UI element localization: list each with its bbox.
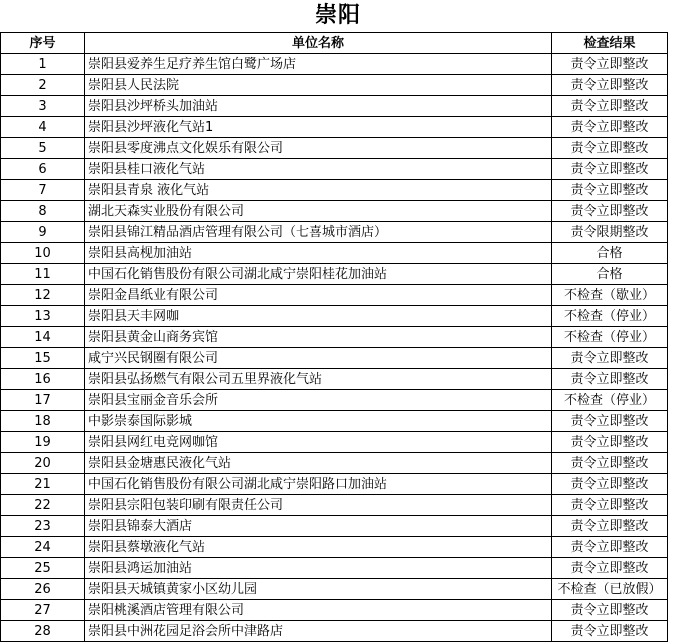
cell-unit-name[interactable]: 崇阳县人民法院 [85, 75, 552, 96]
cell-result[interactable]: 责令限期整改 [552, 222, 668, 243]
cell-result[interactable]: 责令立即整改 [552, 516, 668, 537]
cell-unit-name[interactable]: 崇阳县天城镇黄家小区幼儿园 [85, 579, 552, 600]
cell-index[interactable]: 16 [1, 369, 85, 390]
cell-unit-name[interactable]: 崇阳县零度沸点文化娱乐有限公司 [85, 138, 552, 159]
table-row [1, 180, 668, 201]
table-row [1, 327, 668, 348]
cell-result[interactable]: 责令立即整改 [552, 117, 668, 138]
cell-index[interactable]: 19 [1, 432, 85, 453]
cell-index[interactable]: 20 [1, 453, 85, 474]
header-index[interactable]: 序号 [1, 33, 85, 54]
cell-index[interactable]: 5 [1, 138, 85, 159]
table-row [1, 369, 668, 390]
cell-result[interactable]: 责令立即整改 [552, 369, 668, 390]
cell-unit-name[interactable]: 崇阳县弘扬燃气有限公司五里界液化气站 [85, 369, 552, 390]
cell-unit-name[interactable]: 崇阳县宗阳包装印刷有限责任公司 [85, 495, 552, 516]
table-row [1, 579, 668, 600]
table-row [1, 159, 668, 180]
table-row [1, 537, 668, 558]
cell-index[interactable]: 21 [1, 474, 85, 495]
cell-unit-name[interactable]: 崇阳县青泉 液化气站 [85, 180, 552, 201]
cell-index[interactable]: 27 [1, 600, 85, 621]
cell-index[interactable]: 25 [1, 558, 85, 579]
cell-index[interactable]: 23 [1, 516, 85, 537]
table-row [1, 285, 668, 306]
table-row [1, 222, 668, 243]
sheet-title: 崇阳 [314, 3, 361, 28]
cell-unit-name[interactable]: 崇阳县高枧加油站 [85, 243, 552, 264]
cell-result[interactable]: 不检查（已放假） [552, 579, 668, 600]
cell-unit-name[interactable]: 中国石化销售股份有限公司湖北咸宁崇阳路口加油站 [85, 474, 552, 495]
cell-unit-name[interactable]: 崇阳县蔡墩液化气站 [85, 537, 552, 558]
cell-result[interactable]: 不检查（停业） [552, 327, 668, 348]
cell-unit-name[interactable]: 崇阳县锦泰大酒店 [85, 516, 552, 537]
cell-unit-name[interactable]: 崇阳县沙坪液化气站1 [85, 117, 552, 138]
cell-unit-name[interactable]: 崇阳县网红电竞网咖馆 [85, 432, 552, 453]
cell-index[interactable]: 14 [1, 327, 85, 348]
cell-result[interactable]: 责令立即整改 [552, 159, 668, 180]
cell-index[interactable]: 8 [1, 201, 85, 222]
cell-result[interactable]: 责令立即整改 [552, 537, 668, 558]
table-row [1, 432, 668, 453]
cell-unit-name[interactable]: 崇阳县鸿运加油站 [85, 558, 552, 579]
cell-index[interactable]: 15 [1, 348, 85, 369]
cell-unit-name[interactable]: 中国石化销售股份有限公司湖北咸宁崇阳桂花加油站 [85, 264, 552, 285]
cell-result[interactable]: 不检查（歇业） [552, 285, 668, 306]
cell-unit-name[interactable]: 崇阳桃溪酒店管理有限公司 [85, 600, 552, 621]
cell-unit-name[interactable]: 崇阳县宝丽金音乐会所 [85, 390, 552, 411]
cell-index[interactable]: 11 [1, 264, 85, 285]
table-row [1, 117, 668, 138]
table-row [1, 453, 668, 474]
header-name[interactable]: 单位名称 [85, 33, 552, 54]
table-row [1, 621, 668, 642]
table-row [1, 558, 668, 579]
cell-index[interactable]: 10 [1, 243, 85, 264]
cell-unit-name[interactable]: 中影崇泰国际影城 [85, 411, 552, 432]
cell-result[interactable]: 责令立即整改 [552, 138, 668, 159]
cell-result[interactable]: 不检查（停业） [552, 306, 668, 327]
cell-result[interactable]: 责令立即整改 [552, 180, 668, 201]
cell-index[interactable]: 13 [1, 306, 85, 327]
table-row [1, 75, 668, 96]
table-row [1, 600, 668, 621]
cell-result[interactable]: 合格 [552, 264, 668, 285]
cell-index[interactable]: 4 [1, 117, 85, 138]
table-row [1, 54, 668, 75]
cell-index[interactable]: 26 [1, 579, 85, 600]
table-row [1, 411, 668, 432]
table-row [1, 264, 668, 285]
cell-result[interactable]: 责令立即整改 [552, 201, 668, 222]
table-row [1, 495, 668, 516]
header-result[interactable]: 检查结果 [552, 33, 668, 54]
cell-index[interactable]: 7 [1, 180, 85, 201]
cell-result[interactable]: 责令立即整改 [552, 54, 668, 75]
cell-result[interactable]: 责令立即整改 [552, 453, 668, 474]
cell-unit-name[interactable]: 崇阳金昌纸业有限公司 [85, 285, 552, 306]
cell-result[interactable]: 责令立即整改 [552, 75, 668, 96]
cell-index[interactable]: 17 [1, 390, 85, 411]
cell-unit-name[interactable]: 崇阳县天丰网咖 [85, 306, 552, 327]
table-row [1, 138, 668, 159]
cell-index[interactable]: 24 [1, 537, 85, 558]
cell-index[interactable]: 18 [1, 411, 85, 432]
cell-unit-name[interactable]: 崇阳县桂口液化气站 [85, 159, 552, 180]
table-row [1, 96, 668, 117]
cell-result[interactable]: 不检查（停业） [552, 390, 668, 411]
cell-result[interactable]: 责令立即整改 [552, 621, 668, 642]
cell-result[interactable]: 责令立即整改 [552, 96, 668, 117]
table-row [1, 243, 668, 264]
cell-unit-name[interactable]: 咸宁兴民钢圈有限公司 [85, 348, 552, 369]
cell-unit-name[interactable]: 崇阳县中洲花园足浴会所中津路店 [85, 621, 552, 642]
cell-result[interactable]: 合格 [552, 243, 668, 264]
table-row [1, 348, 668, 369]
cell-index[interactable]: 9 [1, 222, 85, 243]
inspection-table [0, 32, 668, 642]
cell-result[interactable]: 责令立即整改 [552, 558, 668, 579]
table-row [1, 474, 668, 495]
cell-index[interactable]: 3 [1, 96, 85, 117]
cell-unit-name[interactable]: 崇阳县爱养生足疗养生馆白鹭广场店 [85, 54, 552, 75]
cell-index[interactable]: 6 [1, 159, 85, 180]
table-row [1, 390, 668, 411]
cell-unit-name[interactable]: 崇阳县沙坪桥头加油站 [85, 96, 552, 117]
cell-unit-name[interactable]: 崇阳县锦江精品酒店管理有限公司（七喜城市酒店） [85, 222, 552, 243]
cell-unit-name[interactable]: 湖北天森实业股份有限公司 [85, 201, 552, 222]
cell-index[interactable]: 28 [1, 621, 85, 642]
table-body [1, 54, 668, 642]
table-row [1, 306, 668, 327]
cell-result[interactable]: 责令立即整改 [552, 348, 668, 369]
cell-result[interactable]: 责令立即整改 [552, 600, 668, 621]
cell-index[interactable]: 12 [1, 285, 85, 306]
cell-result[interactable]: 责令立即整改 [552, 495, 668, 516]
cell-index[interactable]: 22 [1, 495, 85, 516]
table-row [1, 516, 668, 537]
cell-unit-name[interactable]: 崇阳县金塘惠民液化气站 [85, 453, 552, 474]
cell-result[interactable]: 责令立即整改 [552, 474, 668, 495]
cell-unit-name[interactable]: 崇阳县黄金山商务宾馆 [85, 327, 552, 348]
cell-index[interactable]: 2 [1, 75, 85, 96]
cell-index[interactable]: 1 [1, 54, 85, 75]
cell-result[interactable]: 责令立即整改 [552, 411, 668, 432]
table-row [1, 201, 668, 222]
header-row [1, 33, 668, 54]
cell-result[interactable]: 责令立即整改 [552, 432, 668, 453]
